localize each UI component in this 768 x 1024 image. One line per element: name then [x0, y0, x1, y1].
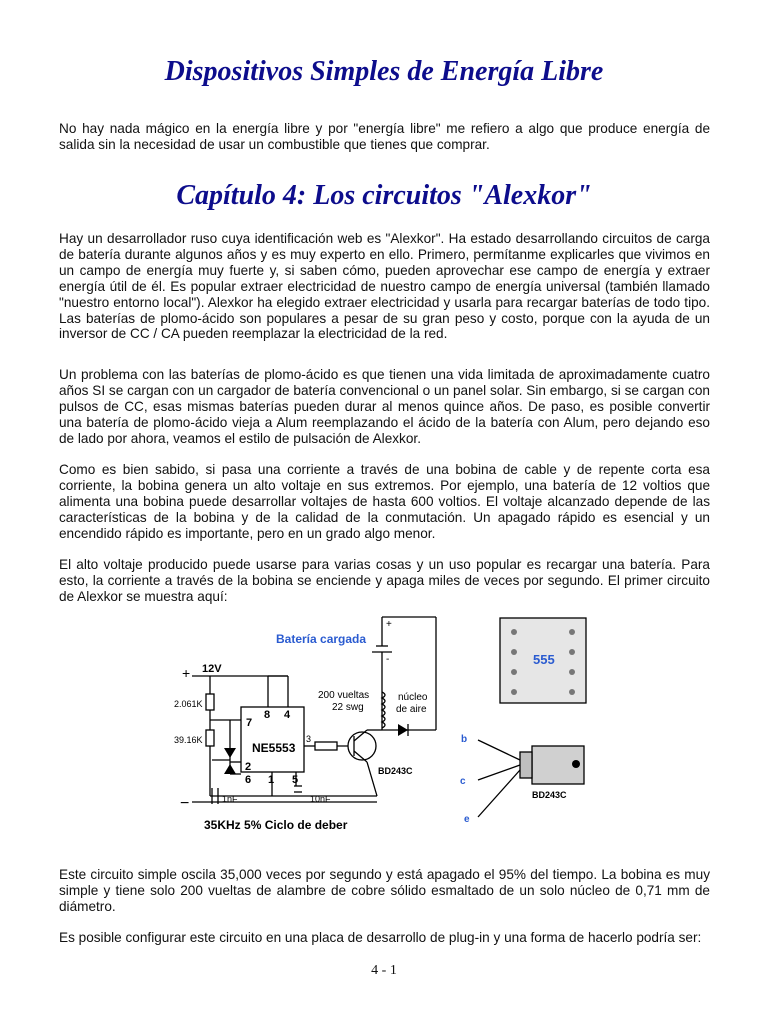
page-title: Dispositivos Simples de Energía Libre	[164, 56, 604, 87]
chip-555-label: 555	[533, 652, 555, 667]
package-label: BD243C	[532, 790, 567, 800]
body-paragraph: El alto voltaje producido puede usarse para varias cosas y un uso popular es recargar una batería. Para esto, la corriente a través de la bobina se enciende y apaga miles de veces por segundo. El primer circuito de Alexkor se muestra aquí:	[59, 557, 710, 604]
core-label: núcleo	[398, 692, 428, 703]
coil-gauge-label: 22 swg	[332, 702, 364, 713]
ic-pin: 8	[264, 709, 271, 721]
transistor-label: BD243C	[378, 766, 413, 776]
figure-caption: 35KHz 5% Ciclo de deber	[204, 818, 348, 832]
body-paragraph: Como es bien sabido, si pasa una corriente a través de una bobina de cable y de repente corta esa corriente, la bobina genera un alto voltaje en sus extremos. Por ejemplo, una batería de 12 voltios que alimenta una bobina puede desarrollar voltajes de hasta 600 voltios. El voltaje alcanzado depende de las características de la bobina y de la calidad de la conmutación. Un apagado rápido es esencial y un encendido rápido es importante, pero en un grado algo menor.	[59, 462, 710, 541]
ic-label: NE5553	[252, 741, 296, 755]
intro-paragraph: No hay nada mágico en la energía libre y por "energía libre" me refiero a algo que produce energía de salida sin la necesidad de usar un combustible que tienes que comprar.	[59, 121, 710, 152]
resistor-2-label: 39.16K	[174, 735, 203, 745]
body-paragraph: Es posible configurar este circuito en una placa de desarrollo de plug-in y una forma de hacerlo podría ser:	[59, 930, 702, 945]
body-paragraph: Un problema con las baterías de plomo-ácido es que tienen una vida limitada de aproximadamente cuatro años SI se cargan con un cargador de batería convencional o un panel solar. Sin embargo, si se cargan con pulsos de CC, esas mismas baterías pueden durar al menos quince años. De paso, es posible convertir una batería de plomo-ácido vieja a Alum reemplazando el ácido de la batería con Alum, pero dejando eso de lado por ahora, veamos el estilo de pulsación de Alexkor.	[59, 367, 710, 446]
core-label: de aire	[396, 704, 427, 715]
leg-c-label: c	[460, 776, 466, 787]
ic-pin: 1	[268, 774, 275, 786]
leg-b-label: b	[461, 734, 468, 745]
resistor-1-label: 2.061K	[174, 699, 203, 709]
capacitor-2-label: 10nF	[310, 794, 331, 804]
ic-pin: 7	[246, 717, 253, 729]
battery-plus: +	[386, 619, 392, 630]
circuit-figure	[172, 612, 602, 837]
supply-plus: +	[182, 665, 191, 681]
ic-pin: 4	[284, 709, 291, 721]
ic-pin: 6	[245, 774, 252, 786]
chapter-title: Capítulo 4: Los circuitos "Alexkor"	[176, 180, 592, 211]
body-paragraph: Hay un desarrollador ruso cuya identificación web es "Alexkor". Ha estado desarrollando circuitos de carga de batería durante algunos años y es muy experto en ello. Primero, permítanme explicarles que vivimos en un campo de energía muy fuerte y, si saben cómo, pueden aprovechar ese campo de energía y extraer energía útil de él. Es popular extraer electricidad de nuestro campo de energía universal (también llamado "nuestro entorno local"). Alexkor ha elegido extraer electricidad y usarla para recargar baterías de todo tipo. Las baterías de plomo-ácido son populares a pesar de su gran peso y costo, porque con la ayuda de un inversor de CC / CA pueden reemplazar la electricidad de la red.	[59, 231, 710, 342]
ic-pin: 2	[245, 761, 252, 773]
battery-minus: -	[386, 654, 390, 665]
leg-e-label: e	[464, 814, 470, 825]
body-paragraph: Este circuito simple oscila 35,000 veces por segundo y está apagado el 95% del tiempo. La bobina es muy simple y tiene solo 200 vueltas de alambre de cobre sólido esmaltado de un solo núcleo de 0,71 mm de diámetro.	[59, 867, 710, 914]
capacitor-1-label: 1nF	[222, 794, 238, 804]
coil-turns-label: 200 vueltas	[318, 690, 370, 701]
ic-pin: 3	[306, 734, 312, 744]
supply-minus: −	[180, 795, 190, 812]
circuit-diagram	[172, 612, 602, 837]
ic-pin: 5	[292, 774, 299, 786]
page-number: 4 - 1	[371, 963, 397, 978]
supply-voltage: 12V	[202, 663, 222, 675]
battery-label: Batería cargada	[276, 632, 367, 646]
